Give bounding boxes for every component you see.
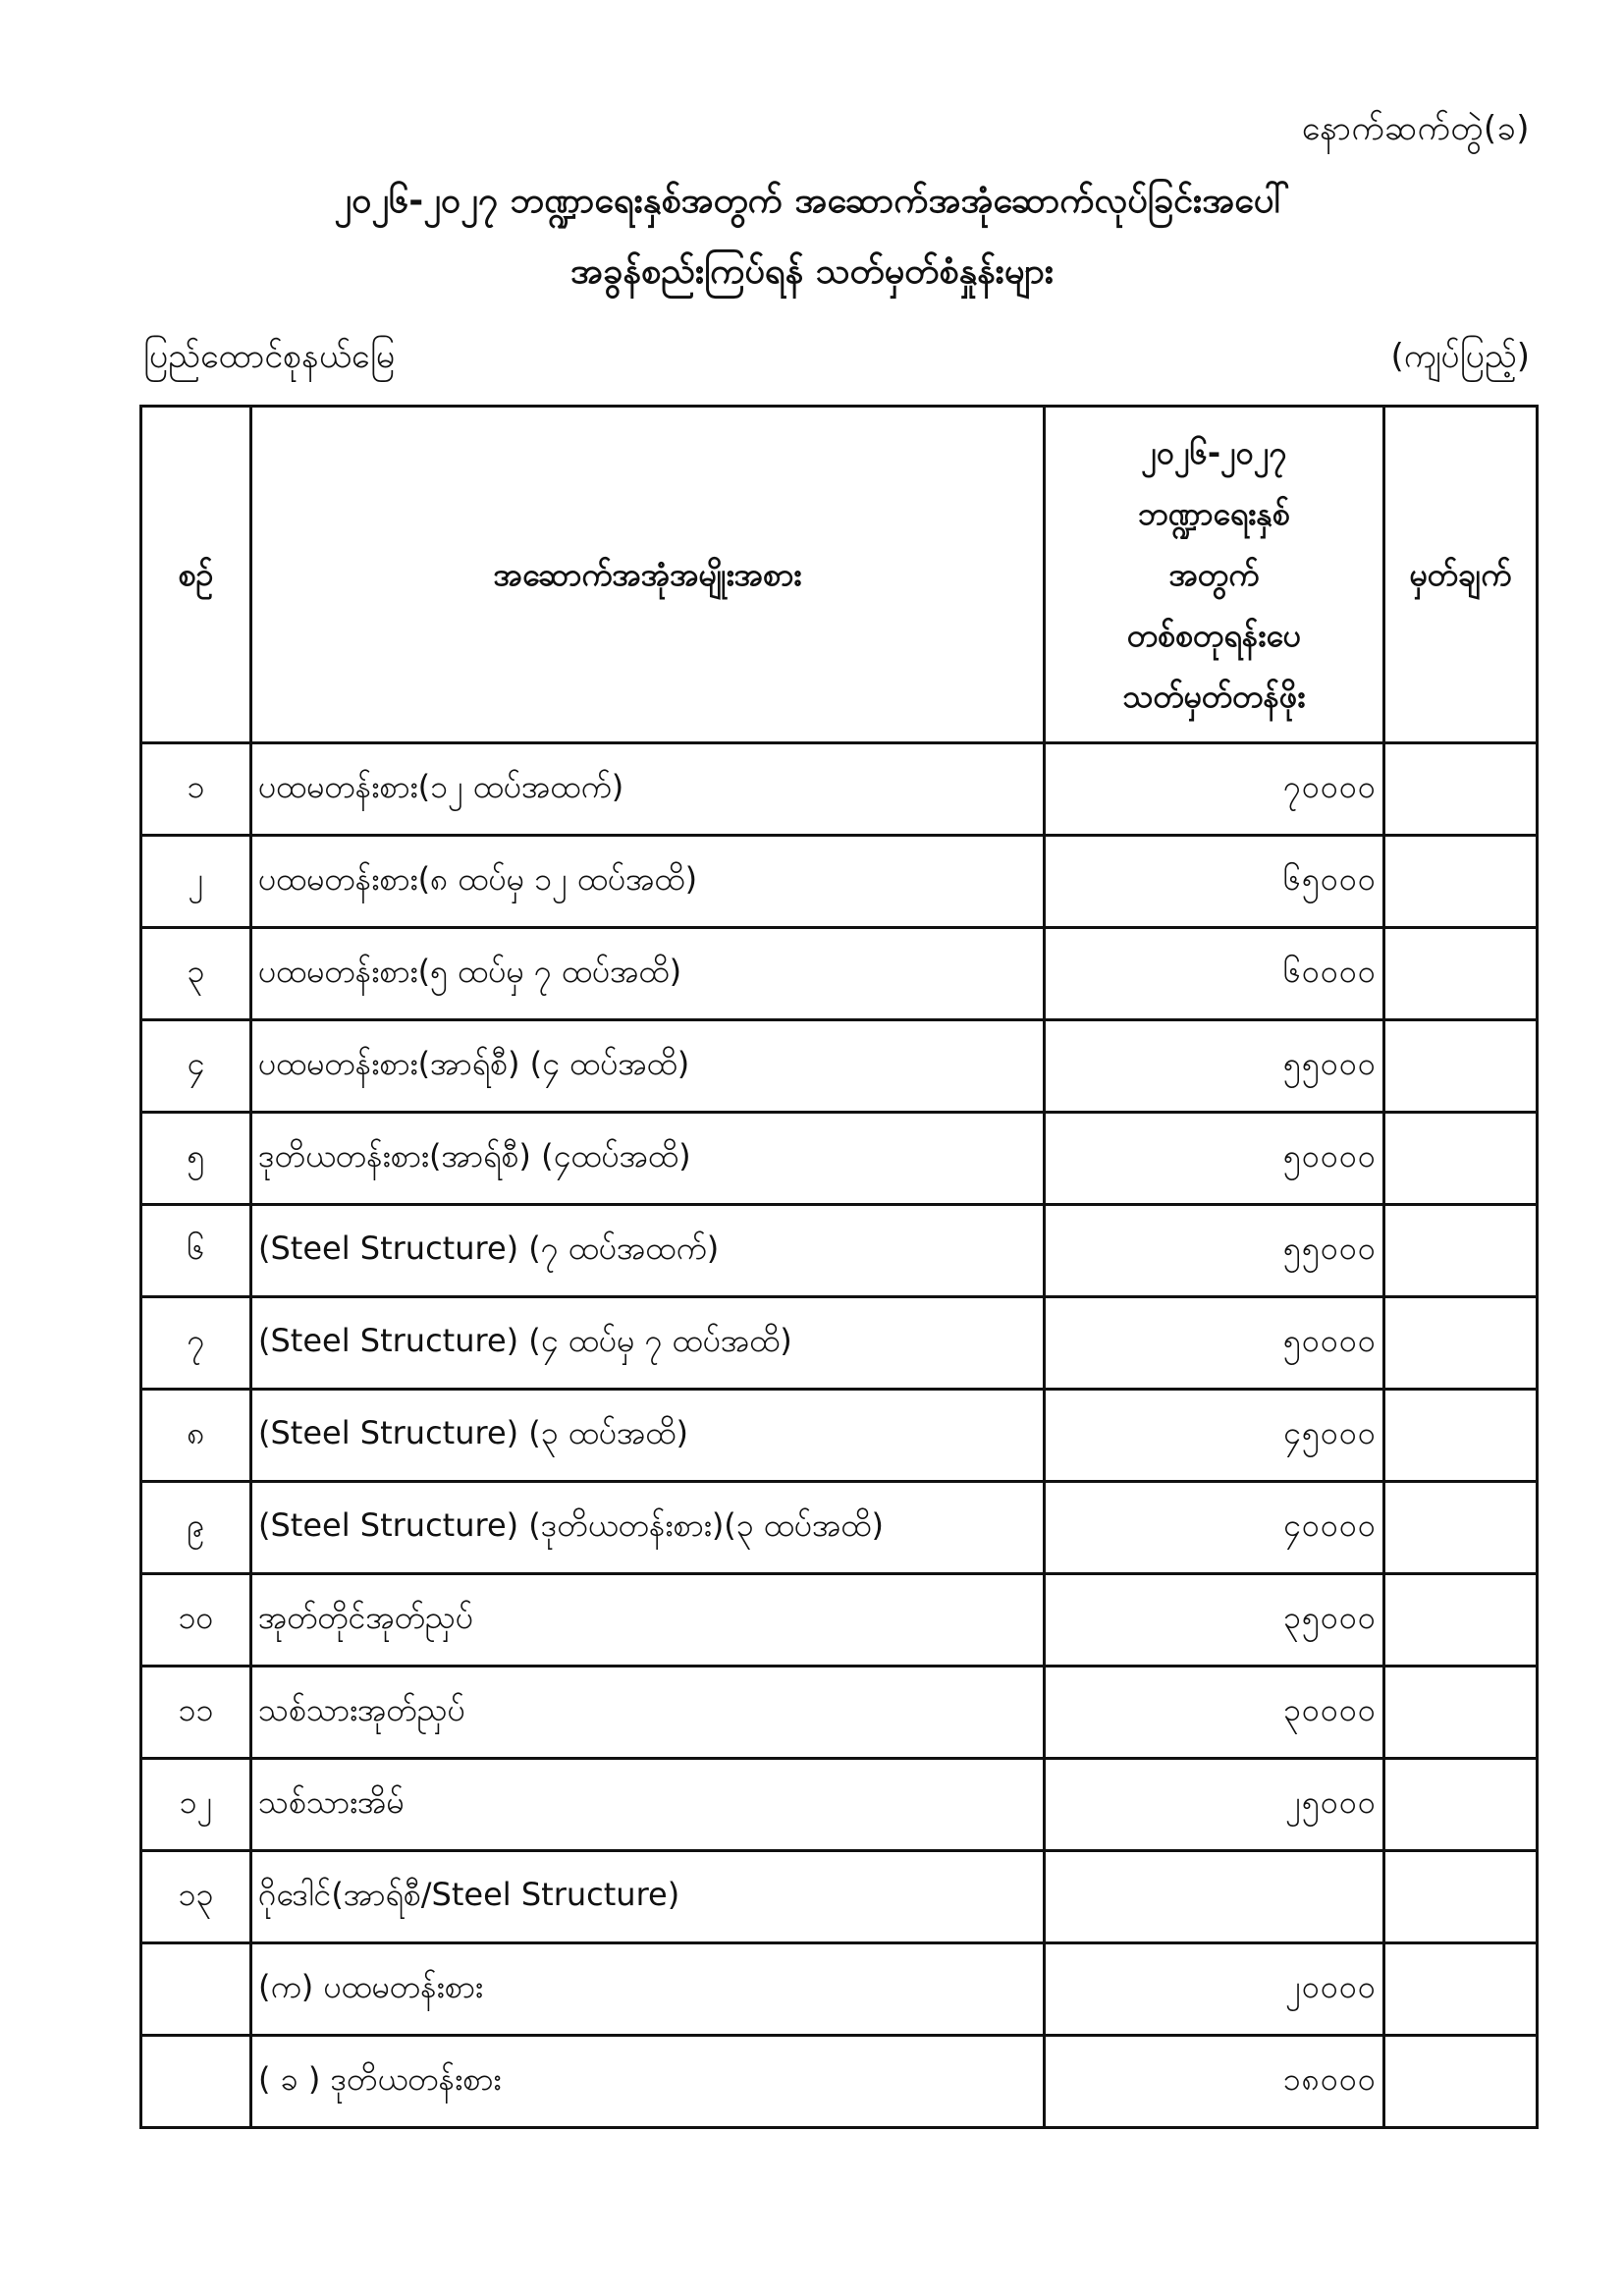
row-building-type: သစ်သားအုတ်ညှပ် [251, 1667, 1045, 1759]
row-remark [1384, 1667, 1538, 1759]
row-fee: ၄၀၀၀၀ [1045, 1482, 1384, 1574]
row-fee: ၇၀၀၀၀ [1045, 743, 1384, 836]
row-remark [1384, 1943, 1538, 2036]
table-row [141, 1943, 1538, 2036]
row-fee: ၃၅၀၀၀ [1045, 1574, 1384, 1667]
table-row [141, 1020, 1538, 1113]
row-building-type: ပထမတန်းစား(အာရ်စီ) (၄ ထပ်အထိ) [251, 1020, 1045, 1113]
row-serial-no: ၁၃ [141, 1851, 251, 1943]
row-fee: ၅၅၀၀၀ [1045, 1020, 1384, 1113]
annex-label: နောက်ဆက်တွဲ(ခ) [1301, 109, 1530, 148]
header-fee-per-sqft [1045, 407, 1384, 743]
row-remark [1384, 1205, 1538, 1297]
table-header-row [141, 407, 1538, 743]
row-serial-no: ၈ [141, 1390, 251, 1482]
table-row [141, 743, 1538, 836]
row-fee: ၁၈၀၀၀ [1045, 2036, 1384, 2128]
row-remark [1384, 1851, 1538, 1943]
row-serial-no: ၁၂ [141, 1759, 251, 1851]
row-serial-no: ၁၀ [141, 1574, 251, 1667]
row-remark [1384, 1020, 1538, 1113]
fee-table [139, 405, 1539, 2129]
row-serial-no: ၁၁ [141, 1667, 251, 1759]
row-serial-no [141, 1943, 251, 2036]
row-fee [1045, 1851, 1384, 1943]
table-row [141, 1113, 1538, 1205]
document-title-line-2: အခွန်စည်းကြပ်ရန် သတ်မှတ်စံနှုန်းများ [569, 251, 1055, 292]
table-row [141, 2036, 1538, 2128]
table-row [141, 1297, 1538, 1390]
header-fee-line: ၂၀၂၆-၂၀၂၇ [1141, 434, 1287, 471]
row-serial-no: ၇ [141, 1297, 251, 1390]
row-fee: ၃၀၀၀၀ [1045, 1667, 1384, 1759]
row-serial-no: ၃ [141, 928, 251, 1020]
row-building-type: (Steel Structure) (၃ ထပ်အထိ) [251, 1390, 1045, 1482]
row-remark [1384, 1759, 1538, 1851]
header-fee-line: တစ်စတုရန်းပေ [1127, 617, 1301, 654]
row-building-type: သစ်သားအိမ် [251, 1759, 1045, 1851]
table-row [141, 1390, 1538, 1482]
row-building-type: အုတ်တိုင်အုတ်ညှပ် [251, 1574, 1045, 1667]
table-row [141, 836, 1538, 928]
row-building-type: ပထမတန်းစား(၅ ထပ်မှ ၇ ထပ်အထိ) [251, 928, 1045, 1020]
row-fee: ၂၅၀၀၀ [1045, 1759, 1384, 1851]
region-label: ပြည်ထောင်စုနယ်မြေ [143, 337, 396, 376]
row-building-type: ဒုတိယတန်းစား(အာရ်စီ) (၄ထပ်အထိ) [251, 1113, 1045, 1205]
row-fee: ၆၀၀၀၀ [1045, 928, 1384, 1020]
table-row [141, 1851, 1538, 1943]
row-remark [1384, 1113, 1538, 1205]
row-building-type: (က) ပထမတန်းစား [251, 1943, 1045, 2036]
row-remark [1384, 1482, 1538, 1574]
table-row [141, 1205, 1538, 1297]
row-building-type: ပထမတန်းစား(၈ ထပ်မှ ၁၂ ထပ်အထိ) [251, 836, 1045, 928]
row-building-type: (Steel Structure) (၄ ထပ်မှ ၇ ထပ်အထိ) [251, 1297, 1045, 1390]
header-fee-line: သတ်မှတ်တန်ဖိုး [1122, 678, 1306, 715]
row-building-type: (Steel Structure) (၇ ထပ်အထက်) [251, 1205, 1045, 1297]
row-building-type: ပထမတန်းစား(၁၂ ထပ်အထက်) [251, 743, 1045, 836]
row-fee: ၄၅၀၀၀ [1045, 1390, 1384, 1482]
table-row [141, 928, 1538, 1020]
row-remark [1384, 928, 1538, 1020]
row-serial-no: ၅ [141, 1113, 251, 1205]
row-building-type: ( ခ ) ဒုတိယတန်းစား [251, 2036, 1045, 2128]
row-remark [1384, 743, 1538, 836]
row-building-type: ဂိုဒေါင်(အာရ်စီ/Steel Structure) [251, 1851, 1045, 1943]
row-fee: ၂၀၀၀၀ [1045, 1943, 1384, 2036]
header-fee-line: အတွက် [1168, 556, 1260, 593]
row-serial-no: ၉ [141, 1482, 251, 1574]
row-building-type: (Steel Structure) (ဒုတိယတန်းစား)(၃ ထပ်အထိ) [251, 1482, 1045, 1574]
header-fee-line: ဘဏ္ဍာရေးနှစ် [1138, 495, 1290, 532]
row-fee: ၅၀၀၀၀ [1045, 1297, 1384, 1390]
table-row [141, 1667, 1538, 1759]
header-building-type: အဆောက်အအုံအမျိုးအစား [251, 407, 1045, 743]
row-remark [1384, 1390, 1538, 1482]
row-serial-no: ၆ [141, 1205, 251, 1297]
row-serial-no: ၄ [141, 1020, 251, 1113]
row-serial-no [141, 2036, 251, 2128]
row-fee: ၆၅၀၀၀ [1045, 836, 1384, 928]
document-title-line-1: ၂၀၂၆-၂၀၂၇ ဘဏ္ဍာရေးနှစ်အတွက် အဆောက်အအုံဆောက်လုပ်ခြင်းအပေါ် [334, 181, 1290, 221]
row-remark [1384, 2036, 1538, 2128]
currency-unit-label: (ကျပ်ပြည့်) [1390, 337, 1530, 376]
row-remark [1384, 1574, 1538, 1667]
table-row [141, 1482, 1538, 1574]
header-remark: မှတ်ချက် [1384, 407, 1538, 743]
table-row [141, 1574, 1538, 1667]
row-remark [1384, 1297, 1538, 1390]
table-row [141, 1759, 1538, 1851]
row-remark [1384, 836, 1538, 928]
row-fee: ၅၅၀၀၀ [1045, 1205, 1384, 1297]
row-fee: ၅၀၀၀၀ [1045, 1113, 1384, 1205]
row-serial-no: ၂ [141, 836, 251, 928]
row-serial-no: ၁ [141, 743, 251, 836]
header-serial-no: စဉ် [141, 407, 251, 743]
